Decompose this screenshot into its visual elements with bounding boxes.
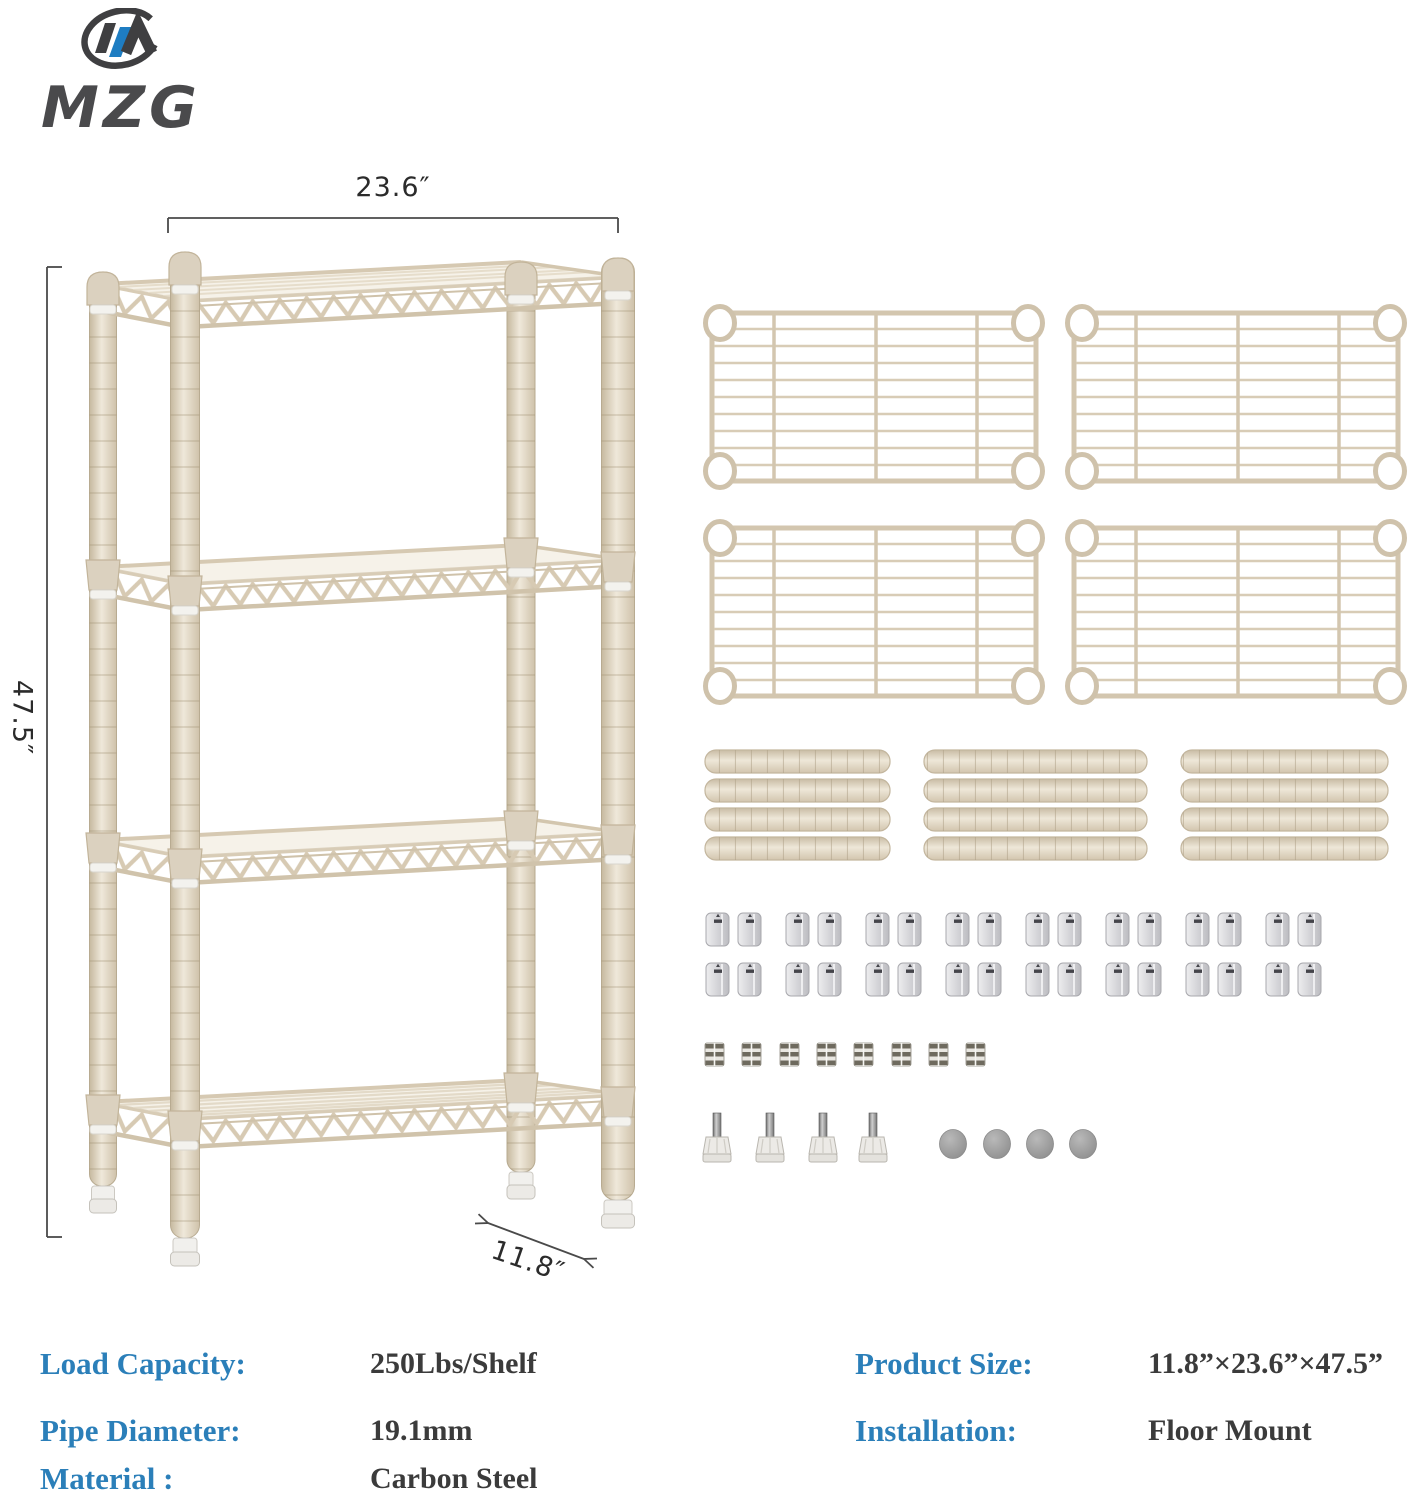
pole-front-right [602, 258, 635, 1228]
joint-sleeve [504, 1073, 538, 1112]
shelf-panel-part [1068, 307, 1405, 488]
width-dimension-label: 23.6″ [355, 172, 431, 203]
joint-sleeve [601, 825, 635, 864]
spec-label: Material : [40, 1461, 174, 1493]
shelving-unit-illustration [0, 195, 680, 1300]
spec-value: 19.1mm [370, 1414, 473, 1447]
pole-section-parts [705, 750, 1388, 860]
joint-sleeve [504, 811, 538, 850]
joint-sleeve [601, 1087, 635, 1126]
shelf-panel-part [706, 307, 1043, 488]
joint-sleeve [86, 833, 120, 872]
spec-label: Pipe Diameter: [40, 1413, 241, 1448]
end-cap-parts [940, 1130, 1097, 1159]
pole-back-left [90, 272, 117, 1213]
spec-label: Load Capacity: [40, 1346, 246, 1381]
pole-cap [602, 258, 634, 300]
spec-label: Installation: [855, 1413, 1017, 1448]
joint-sleeve [86, 560, 120, 599]
mzg-oval-icon [79, 8, 164, 73]
locking-sleeve-parts [706, 913, 1321, 996]
width-dimension-line [168, 218, 618, 233]
spec-value: Floor Mount [1148, 1414, 1312, 1447]
joint-sleeve [504, 538, 538, 577]
spec-value: 11.8”×23.6”×47.5” [1148, 1347, 1384, 1380]
spec-value: Carbon Steel [370, 1462, 538, 1493]
pole-back-right [507, 262, 535, 1199]
joint-sleeve [168, 576, 202, 615]
spec-row-installation [855, 1413, 1312, 1449]
joint-sleeve [86, 1095, 120, 1134]
brand-wordmark: MZG [41, 75, 201, 140]
spec-row-load-capacity [40, 1346, 537, 1382]
spec-row-material [40, 1461, 538, 1493]
pole-connector-parts [705, 1043, 985, 1066]
spec-row-pipe-diameter [40, 1413, 473, 1449]
height-dimension-line [47, 267, 62, 1237]
pole-cap [505, 262, 537, 304]
spec-value: 250Lbs/Shelf [370, 1347, 537, 1380]
joint-sleeve [168, 1111, 202, 1150]
shelf-panel-part [706, 522, 1043, 703]
height-dimension-label: 47.5″ [6, 679, 38, 756]
parts-panel [690, 295, 1414, 1195]
brand-logo [35, 8, 225, 140]
spec-row-product-size [855, 1346, 1384, 1382]
joint-sleeve [168, 849, 202, 888]
shelf-panel-part [1068, 522, 1405, 703]
pole-cap [87, 272, 119, 314]
pole-cap [169, 252, 201, 294]
leveling-foot-parts [703, 1113, 887, 1162]
depth-dimension-label: 11.8″ [487, 1234, 569, 1289]
joint-sleeve [601, 552, 635, 591]
spec-label: Product Size: [855, 1346, 1033, 1381]
